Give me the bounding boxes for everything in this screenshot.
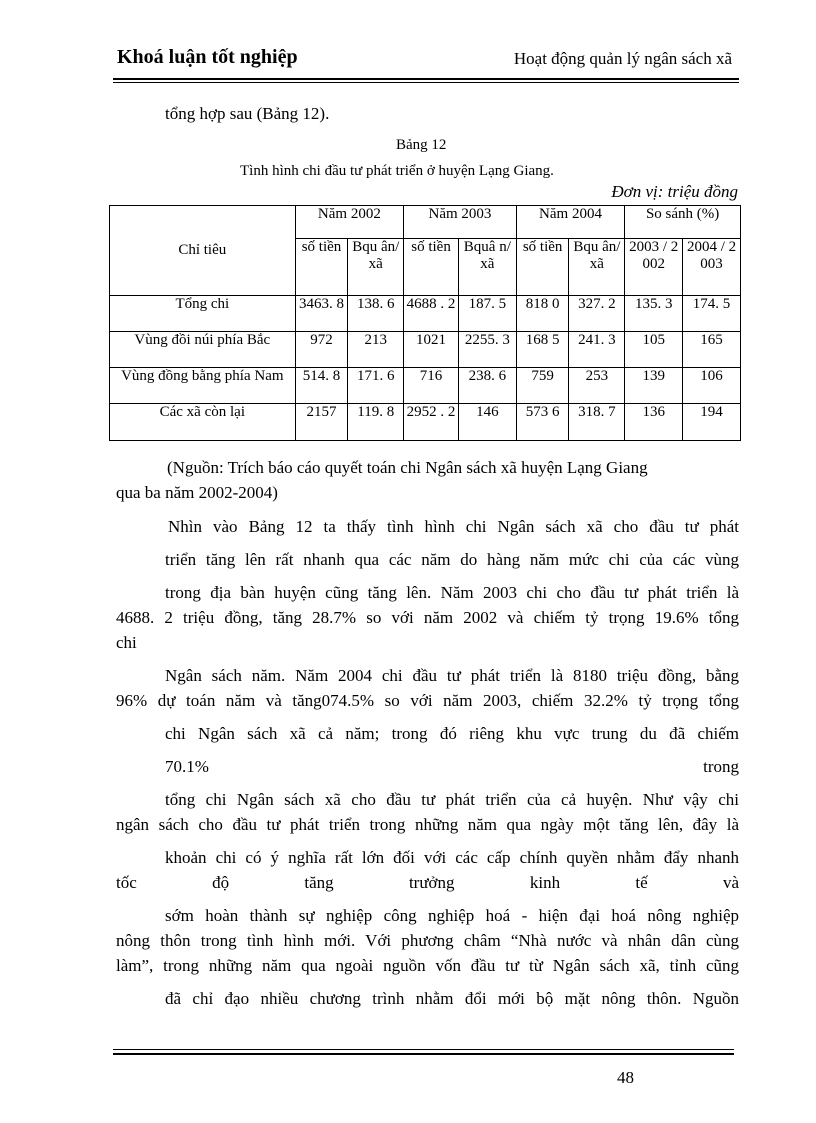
cell: 327. 2: [569, 296, 625, 332]
sub-header-amount: số tiền: [295, 239, 348, 296]
cell: 168 5: [516, 332, 569, 368]
table-unit: Đơn vị: triệu đồng: [611, 182, 738, 201]
cell: 106: [683, 368, 741, 404]
source-note-cont: qua ba năm 2002-2004): [116, 483, 278, 502]
cell: 4688 . 2: [404, 296, 459, 332]
paragraph-line: chi: [116, 633, 137, 652]
cell: 213: [348, 332, 404, 368]
sub-header-avg: Bquâ n/ xã: [458, 239, 516, 296]
header-rule: [113, 78, 739, 80]
paragraph-line: 70.1%: [165, 757, 209, 776]
cell: 174. 5: [683, 296, 741, 332]
paragraph-line: tốc độ tăng trưởng kinh tế và: [116, 873, 739, 892]
cell: 253: [569, 368, 625, 404]
sub-header-compare-2004: 2004 / 2003: [683, 239, 741, 296]
cell: 818 0: [516, 296, 569, 332]
cell: 2952 . 2: [404, 404, 459, 441]
cell: 238. 6: [458, 368, 516, 404]
cell: 135. 3: [625, 296, 683, 332]
cell: 1021: [404, 332, 459, 368]
col-header-2002: Năm 2002: [295, 206, 404, 239]
cell: 139: [625, 368, 683, 404]
cell: 138. 6: [348, 296, 404, 332]
cell: 146: [458, 404, 516, 441]
paragraph-line: Nhìn vào Bảng 12 ta thấy tình hình chi Ngân sách xã cho đầu tư phát: [168, 517, 739, 536]
table-row: [110, 332, 741, 368]
row-label: Vùng đồng bằng phía Nam: [110, 368, 296, 404]
sub-header-amount: số tiền: [404, 239, 459, 296]
header-rule-thin: [113, 82, 739, 83]
cell: 716: [404, 368, 459, 404]
table-title: Tình hình chi đầu tư phát triển ở huyện Lạng Giang.: [240, 163, 554, 179]
cell: 759: [516, 368, 569, 404]
cell: 2255. 3: [458, 332, 516, 368]
intro-text: tổng hợp sau (Bảng 12).: [165, 104, 330, 123]
paragraph-line: trong địa bàn huyện cũng tăng lên. Năm 2003 chi cho đầu tư phát triển là: [165, 583, 739, 602]
paragraph-line: triển tăng lên rất nhanh qua các năm do hàng năm mức chi của các vùng: [165, 550, 739, 569]
budget-table: [109, 205, 741, 441]
cell: 972: [295, 332, 348, 368]
table-row: [110, 296, 741, 332]
paragraph-line: chi Ngân sách xã cả năm; trong đó riêng khu vực trung du đã chiếm: [165, 724, 739, 743]
footer-rule: [113, 1053, 734, 1055]
col-header-criteria: Chỉ tiêu: [110, 206, 296, 296]
footer-rule-thin: [113, 1049, 734, 1050]
sub-header-amount: số tiền: [516, 239, 569, 296]
sub-header-avg: Bqu ân/ xã: [569, 239, 625, 296]
paragraph-line: nông thôn trong tình hình mới. Với phương châm “Nhà nước và nhân dân cùng: [116, 931, 739, 950]
source-note: (Nguồn: Trích báo cáo quyết toán chi Ngân sách xã huyện Lạng Giang: [167, 458, 648, 477]
cell: 119. 8: [348, 404, 404, 441]
paragraph-line: Ngân sách năm. Năm 2004 chi đầu tư phát triển là 8180 triệu đồng, bằng: [165, 666, 739, 685]
cell: 573 6: [516, 404, 569, 441]
cell: 171. 6: [348, 368, 404, 404]
paragraph-line: 96% dự toán năm và tăng074.5% so với năm 2003, chiếm 32.2% tỷ trọng tổng: [116, 691, 739, 710]
paragraph-line: 4688. 2 triệu đồng, tăng 28.7% so với năm 2002 và chiếm tỷ trọng 19.6% tổng: [116, 608, 739, 627]
page-number: 48: [617, 1068, 634, 1087]
cell: 3463. 8: [295, 296, 348, 332]
cell: 187. 5: [458, 296, 516, 332]
cell: 136: [625, 404, 683, 441]
paragraph-line: tổng chi Ngân sách xã cho đầu tư phát triển của cả huyện. Như vậy chi: [165, 790, 739, 809]
row-label: Vùng đồi núi phía Bắc: [110, 332, 296, 368]
sub-header-compare-2003: 2003 / 2002: [625, 239, 683, 296]
header-title: Khoá luận tốt nghiệp: [117, 46, 298, 68]
cell: 241. 3: [569, 332, 625, 368]
col-header-2004: Năm 2004: [516, 206, 625, 239]
col-header-compare: So sánh (%): [625, 206, 741, 239]
table-row: [110, 368, 741, 404]
cell: 514. 8: [295, 368, 348, 404]
paragraph-line: làm”, trong những năm qua ngoài nguồn vốn đầu tư từ Ngân sách xã, tỉnh cũng: [116, 956, 739, 975]
paragraph-line: khoản chi có ý nghĩa rất lớn đối với các cấp chính quyền nhằm đẩy nhanh: [165, 848, 739, 867]
cell: 165: [683, 332, 741, 368]
cell: 318. 7: [569, 404, 625, 441]
col-header-2003: Năm 2003: [404, 206, 517, 239]
paragraph-line: trong: [703, 757, 739, 776]
header-subtitle: Hoạt động quản lý ngân sách xã: [513, 49, 732, 68]
row-label: Tổng chi: [110, 296, 296, 332]
table-row: [110, 404, 741, 441]
paragraph-line: ngân sách cho đầu tư phát triển trong những năm qua ngày một tăng lên, đây là: [116, 815, 739, 834]
sub-header-avg: Bqu ân/ xã: [348, 239, 404, 296]
cell: 2157: [295, 404, 348, 441]
cell: 105: [625, 332, 683, 368]
table-number: Bảng 12: [396, 137, 447, 153]
cell: 194: [683, 404, 741, 441]
row-label: Các xã còn lại: [110, 404, 296, 441]
paragraph-line: đã chỉ đạo nhiều chương trình nhằm đổi mới bộ mặt nông thôn. Nguồn: [165, 989, 739, 1008]
paragraph-line: sớm hoàn thành sự nghiệp công nghiệp hoá - hiện đại hoá nông nghiệp: [165, 906, 739, 925]
